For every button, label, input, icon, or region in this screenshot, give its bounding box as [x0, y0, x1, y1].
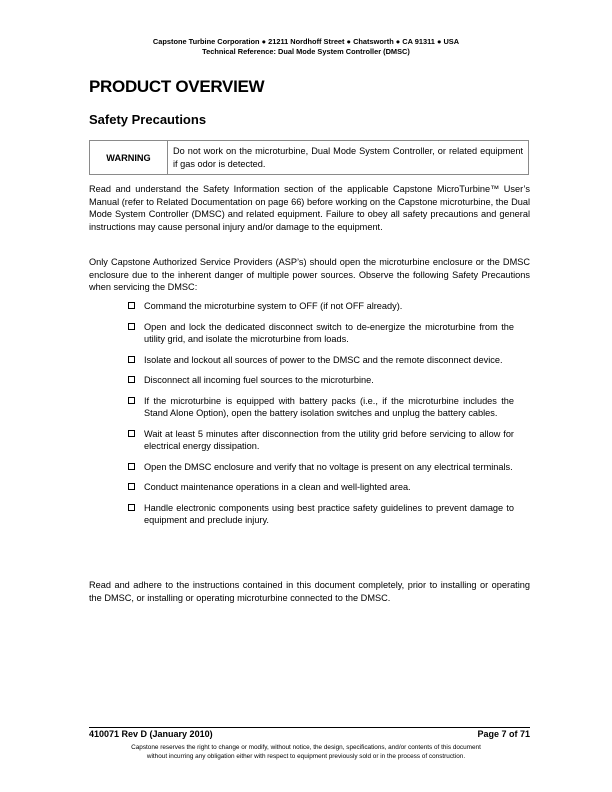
footer-disclaimer [0, 743, 612, 761]
checklist-item-text: Open and lock the dedicated disconnect switch to de-energize the microturbine from the utility grid, and isolate the microturbine from loads. [144, 321, 514, 344]
header-address: Capstone Turbine Corporation ● 21211 Nordhoff Street ● Chatsworth ● CA 91311 ● USA [152, 37, 460, 46]
footer-divider [89, 727, 530, 728]
warning-text: Do not work on the microturbine, Dual Mode System Controller, or related equipment if gas odor is detected. [173, 146, 523, 169]
footer-disclaimer-line: Capstone reserves the right to change or modify, without notice, the design, specifications, and/or contents of this document [131, 744, 481, 751]
checklist-item-text: If the microturbine is equipped with battery packs (i.e., if the microturbine includes the Stand Alone Option), open the battery isolation switches and unplug the battery cables. [144, 395, 514, 418]
checklist-item [128, 428, 514, 453]
checklist-item [128, 374, 514, 387]
closing-paragraph: Read and adhere to the instructions contained in this document completely, prior to installing or operating the DMSC, or installing or operating microturbine connected to the DMSC. [89, 580, 530, 603]
checkbox-icon [128, 376, 135, 383]
checklist-item [128, 461, 514, 474]
checklist-item-text: Command the microturbine system to OFF (if not OFF already). [144, 301, 403, 311]
footer-doc-id: 410071 Rev D (January 2010) [89, 729, 213, 739]
checklist-item [128, 481, 514, 494]
intro-paragraph: Read and understand the Safety Information section of the applicable Capstone MicroTurbine™ User’s Manual (refer to Related Documentation on page 66) before working on the Capstone microturbine, the Dual Mode System Controller (DMSC) and related equipment. Failure to obey all safety precautions and general instructions may cause personal injury and/or damage to the equipment. [89, 184, 530, 233]
safety-checklist [128, 300, 514, 535]
footer-page-number: Page 7 of 71 [477, 729, 530, 739]
checklist-item-text: Open the DMSC enclosure and verify that no voltage is present on any electrical terminals. [144, 461, 513, 472]
checklist-item-text: Disconnect all incoming fuel sources to the microturbine. [144, 375, 374, 385]
checkbox-icon [128, 302, 135, 309]
checkbox-icon [128, 323, 135, 330]
checklist-item [128, 300, 514, 313]
section-title: Safety Precautions [89, 112, 207, 127]
checklist-item-text: Wait at least 5 minutes after disconnection from the utility grid before servicing to allow for electrical energy dissipation. [144, 428, 514, 451]
checkbox-icon [128, 356, 135, 363]
checkbox-icon [128, 463, 135, 470]
checklist-item-text: Handle electronic components using best practice safety guidelines to prevent damage to equipment and preclude injury. [144, 502, 514, 525]
asp-paragraph: Only Capstone Authorized Service Providers (ASP’s) should open the microturbine enclosure or the DMSC enclosure due to the inherent danger of multiple power sources. Observe the following Safety Precautions when servicing the DMSC: [89, 257, 530, 293]
checklist-item [128, 395, 514, 420]
checklist-item [128, 354, 514, 367]
checklist-item-text: Isolate and lockout all sources of power to the DMSC and the remote disconnect device. [144, 354, 503, 365]
warning-label: WARNING [90, 141, 168, 174]
checklist-item-text: Conduct maintenance operations in a clean and well-lighted area. [144, 482, 411, 492]
footer-disclaimer-line: without incurring any obligation either with respect to equipment previously sold or in the process of construction. [146, 753, 466, 760]
checkbox-icon [128, 430, 135, 437]
checklist-item [128, 321, 514, 346]
checkbox-icon [128, 397, 135, 404]
checkbox-icon [128, 483, 135, 490]
page-header [0, 37, 612, 57]
page-title: PRODUCT OVERVIEW [89, 77, 265, 96]
header-doc-title: Technical Reference: Dual Mode System Controller (DMSC) [202, 47, 410, 56]
warning-box [89, 140, 529, 175]
checkbox-icon [128, 504, 135, 511]
checklist-item [128, 502, 514, 527]
